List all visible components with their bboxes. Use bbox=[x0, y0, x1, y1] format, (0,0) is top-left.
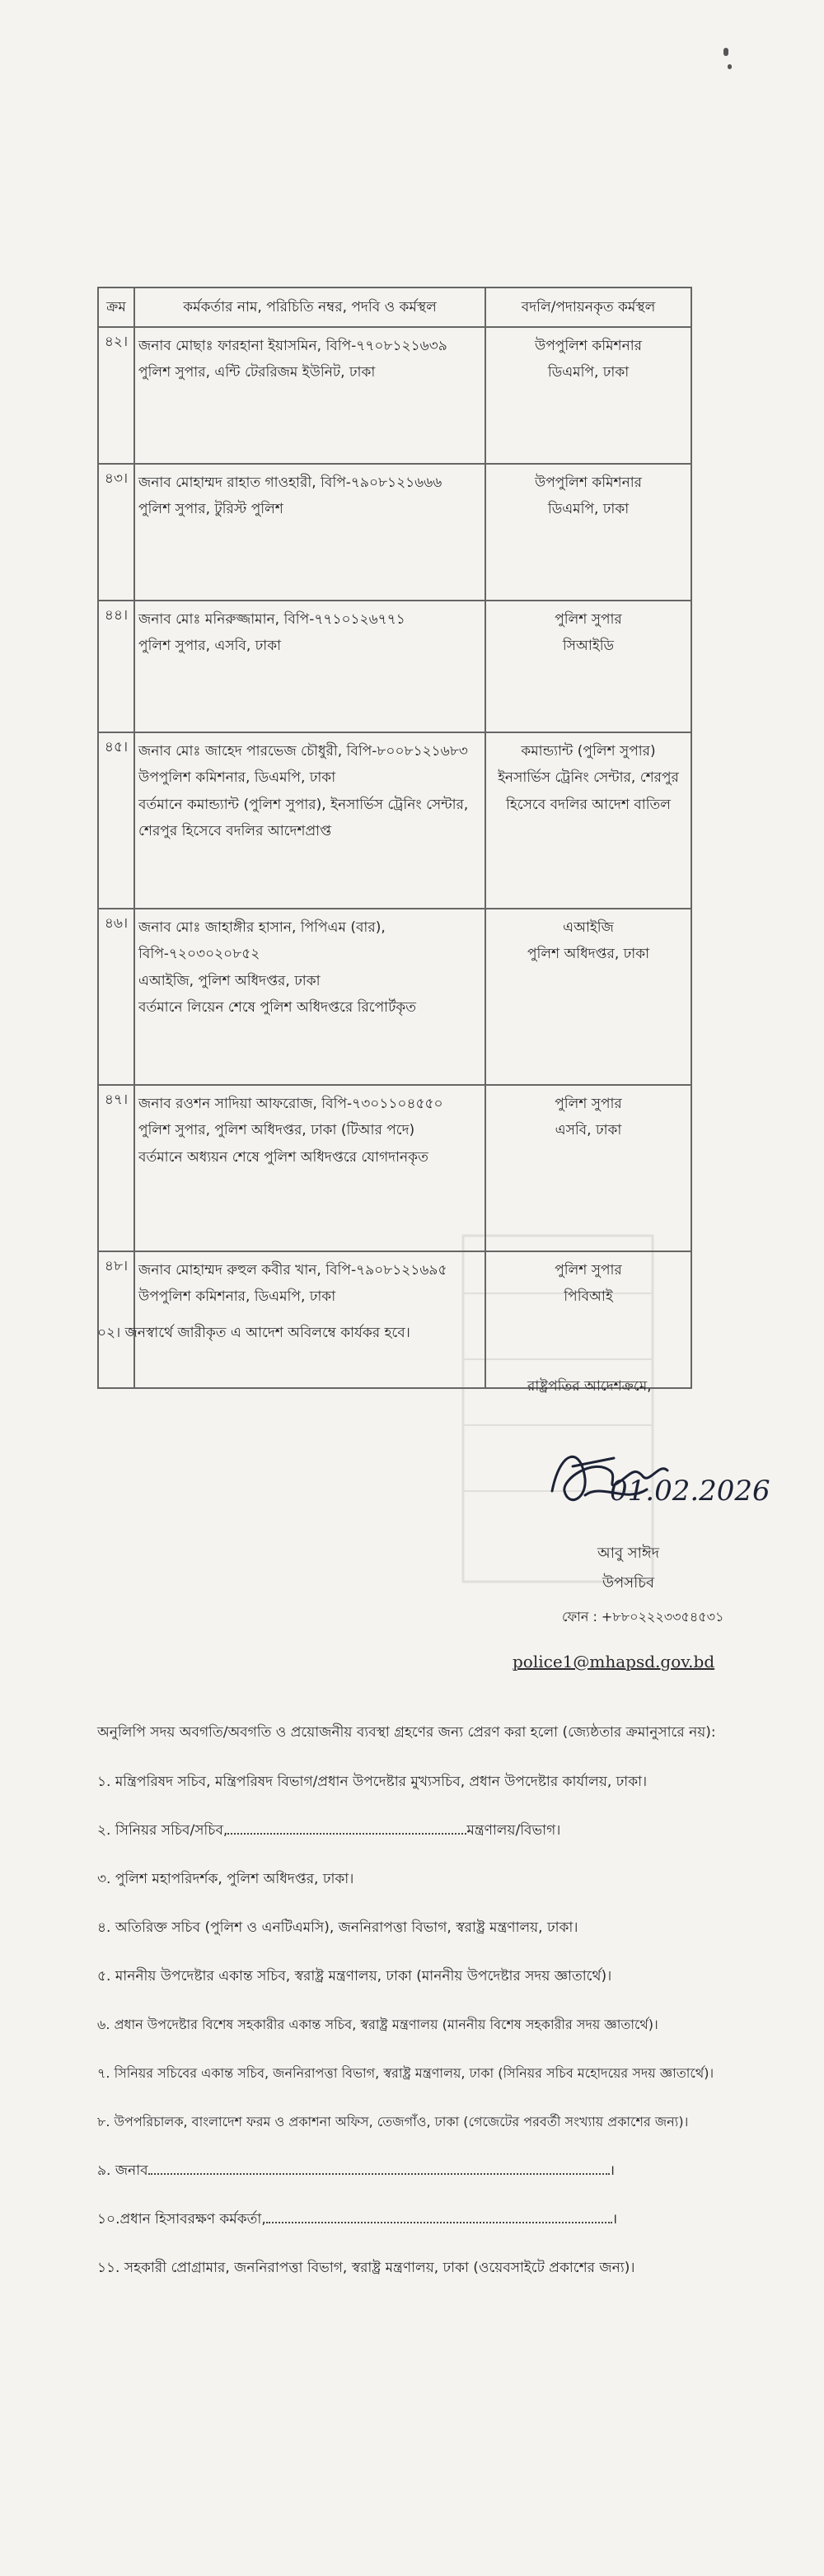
list-item: ৩. পুলিশ মহাপরিদর্শক, পুলিশ অধিদপ্তর, ঢাকা। bbox=[97, 1871, 354, 1887]
officer-details bbox=[134, 601, 485, 732]
order-line: রাষ্ট্রপতির আদেশক্রমে, bbox=[527, 1378, 652, 1395]
officer-line: জনাব রওশন সাদিয়া আফরোজ, বিপি-৭৩০১১০৪৫৫০ bbox=[138, 1096, 443, 1112]
posting-line: কমান্ড্যান্ট (পুলিশ সুপার) bbox=[521, 743, 656, 760]
new-posting bbox=[485, 909, 691, 1085]
list-item: ৪. অতিরিক্ত সচিব (পুলিশ ও এনটিএমসি), জননিরাপত্তা বিভাগ, স্বরাষ্ট্র মন্ত্রণালয়, ঢাকা। bbox=[97, 1919, 578, 1936]
list-item: ৮. উপপরিচালক, বাংলাদেশ ফরম ও প্রকাশনা অফিস, তেজগাঁও, ঢাকা (গেজেটের পরবর্তী সংখ্যায় প্রকাশের জন্য)। bbox=[97, 2114, 689, 2130]
effective-clause: ০২। জনস্বার্থে জারীকৃত এ আদেশ অবিলম্বে কার্যকর হবে। bbox=[97, 1325, 410, 1341]
table-row bbox=[98, 1085, 691, 1251]
cc-item-text: ২. সিনিয়র সচিব/সচিব, bbox=[97, 1822, 228, 1839]
officer-line: জনাব মোঃ জাহেদ পারভেজ চৌধুরী, বিপি-৮০০৮১২১৬৮৩ bbox=[138, 743, 468, 760]
officer-line: বর্তমানে অধ্যয়ন শেষে পুলিশ অধিদপ্তরে যোগদানকৃত bbox=[138, 1148, 428, 1166]
officer-line: বর্তমানে লিয়েন শেষে পুলিশ অধিদপ্তরে রিপোর্টকৃত bbox=[138, 998, 417, 1016]
row-serial: ৪৩। bbox=[98, 464, 134, 601]
row-serial: ৪৬। bbox=[98, 909, 134, 1085]
table-row bbox=[98, 601, 691, 732]
officer-line: জনাব মোহাম্মদ রাহাত গাওহারী, বিপি-৭৯০৮১২১৬৬৬ bbox=[138, 475, 442, 491]
row-serial: ৪৭। bbox=[98, 1085, 134, 1251]
signer-designation: উপসচিব bbox=[602, 1574, 655, 1592]
transfer-table bbox=[97, 287, 692, 1389]
table-header-row bbox=[98, 288, 691, 327]
row-serial: ৪৫। bbox=[98, 732, 134, 909]
officer-details bbox=[134, 909, 485, 1085]
list-item: ১১. সহকারী প্রোগ্রামার, জননিরাপত্তা বিভাগ, স্বরাষ্ট্র মন্ত্রণালয়, ঢাকা (ওয়েবসাইটে প্রকাশের জন্য)। bbox=[97, 2260, 635, 2276]
table-row bbox=[98, 327, 691, 464]
list-item: ১. মন্ত্রিপরিষদ সচিব, মন্ত্রিপরিষদ বিভাগ/প্রধান উপদেষ্টার মুখ্যসচিব, প্রধান উপদেষ্টার কার্যালয়, ঢাকা। bbox=[97, 1774, 648, 1790]
copy-list bbox=[97, 1771, 806, 2306]
new-posting bbox=[485, 1085, 691, 1251]
posting-line: উপপুলিশ কমিশনার bbox=[535, 475, 642, 491]
list-item: ৫. মাননীয় উপদেষ্টার একান্ত সচিব, স্বরাষ্ট্র মন্ত্রণালয়, ঢাকা (মাননীয় উপদেষ্টার সদয় জ্ঞাতার্থে)। bbox=[97, 1968, 612, 1985]
cc-item-suffix: মন্ত্রণালয়/বিভাগ। bbox=[466, 1822, 561, 1839]
list-item bbox=[97, 2209, 806, 2257]
posting-line: এসবি, ঢাকা bbox=[555, 1122, 622, 1139]
officer-line: পুলিশ সুপার, এসবি, ঢাকা bbox=[138, 638, 282, 655]
list-item bbox=[97, 1820, 806, 1868]
officer-details bbox=[134, 327, 485, 464]
officer-line: পুলিশ সুপার, টুরিস্ট পুলিশ bbox=[138, 501, 283, 518]
copy-intro: অনুলিপি সদয় অবগতি/অবগতি ও প্রয়োজনীয় ব্যবস্থা গ্রহণের জন্য প্রেরণ করা হলো (জ্যেষ্ঠতার ক্রমানুসারে নয়): bbox=[97, 1724, 716, 1741]
posting-line: ডিএমপি, ঢাকা bbox=[547, 501, 630, 518]
posting-line: পিবিআই bbox=[564, 1288, 613, 1306]
new-posting bbox=[485, 601, 691, 732]
blank-line bbox=[148, 2162, 610, 2175]
officer-line: জনাব মোঃ জাহাঙ্গীর হাসান, পিপিএম (বার), বিপি-৭২০৩০২০৮৫২ bbox=[138, 919, 386, 963]
posting-line: ইনসার্ভিস ট্রেনিং সেন্টার, শেরপুর bbox=[498, 769, 679, 787]
posting-line: পুলিশ সুপার bbox=[555, 611, 622, 628]
cc-item-end: । bbox=[609, 2162, 616, 2179]
phone-number: ফোন : +৮৮০২২২৩৩৫৪৫৩১ bbox=[562, 1609, 724, 1625]
email-address[interactable]: police1@mhapsd.gov.bd bbox=[513, 1652, 715, 1671]
cc-item-text: ৯. জনাব bbox=[97, 2162, 148, 2179]
posting-line: উপপুলিশ কমিশনার bbox=[535, 338, 642, 354]
row-serial: ৪২। bbox=[98, 327, 134, 464]
signer-block bbox=[597, 1539, 659, 1598]
officer-line: এআইজি, পুলিশ অধিদপ্তর, ঢাকা bbox=[138, 972, 321, 989]
list-item bbox=[97, 2160, 806, 2209]
blank-line bbox=[227, 1821, 466, 1835]
signature-date: 01.02.2026 bbox=[610, 1475, 770, 1508]
posting-line: হিসেবে বদলির আদেশ বাতিল bbox=[506, 796, 671, 813]
table-row bbox=[98, 909, 691, 1085]
header-posting: বদলি/পদায়নকৃত কর্মস্থল bbox=[485, 288, 691, 327]
row-serial: ৪৮। bbox=[98, 1251, 134, 1388]
table-row bbox=[98, 464, 691, 601]
header-serial: ক্রম bbox=[98, 288, 134, 327]
new-posting bbox=[485, 732, 691, 909]
table-row bbox=[98, 732, 691, 909]
officer-line: উপপুলিশ কমিশনার, ডিএমপি, ঢাকা bbox=[138, 1288, 336, 1306]
officer-line: শেরপুর হিসেবে বদলির আদেশপ্রাপ্ত bbox=[138, 822, 332, 839]
posting-line: এআইজি bbox=[563, 919, 614, 936]
posting-line: পুলিশ সুপার bbox=[555, 1262, 622, 1279]
list-item: ৬. প্রধান উপদেষ্টার বিশেষ সহকারীর একান্ত সচিব, স্বরাষ্ট্র মন্ত্রণালয় (মাননীয় বিশেষ সহকারীর সদয় জ্ঞাতার্থে)। bbox=[97, 2017, 658, 2032]
cc-item-end: । bbox=[611, 2211, 618, 2228]
officer-line: পুলিশ সুপার, পুলিশ অধিদপ্তর, ঢাকা (টিআর পদে) bbox=[138, 1122, 415, 1139]
table-row bbox=[98, 1251, 691, 1388]
officer-line: বর্তমানে কমান্ড্যান্ট (পুলিশ সুপার), ইনসার্ভিস ট্রেনিং সেন্টার, bbox=[138, 796, 469, 813]
posting-line: সিআইডি bbox=[562, 638, 615, 655]
signer-name: আবু সাঈদ bbox=[597, 1545, 660, 1562]
header-officer: কর্মকর্তার নাম, পরিচিতি নম্বর, পদবি ও কর্মস্থল bbox=[134, 288, 485, 327]
new-posting bbox=[485, 464, 691, 601]
officer-line: জনাব মোঃ মনিরুজ্জামান, বিপি-৭৭১০১২৬৭৭১ bbox=[138, 611, 405, 628]
new-posting bbox=[485, 1251, 691, 1388]
officer-line: জনাব মোছাঃ ফারহানা ইয়াসমিন, বিপি-৭৭০৮১২১৬৩৯ bbox=[138, 338, 447, 354]
officer-line: পুলিশ সুপার, এন্টি টেররিজম ইউনিট, ঢাকা bbox=[138, 364, 376, 381]
officer-details bbox=[134, 732, 485, 909]
new-posting bbox=[485, 327, 691, 464]
officer-line: উপপুলিশ কমিশনার, ডিএমপি, ঢাকা bbox=[138, 769, 336, 787]
posting-line: পুলিশ সুপার bbox=[555, 1096, 622, 1112]
officer-details bbox=[134, 464, 485, 601]
row-serial: ৪৪। bbox=[98, 601, 134, 732]
list-item: ৭. সিনিয়র সচিবের একান্ত সচিব, জননিরাপত্তা বিভাগ, স্বরাষ্ট্র মন্ত্রণালয়, ঢাকা (সিনিয়র সচিব মহোদয়ের সদয় জ্ঞাতার্থে)। bbox=[97, 2065, 714, 2081]
cc-item-text: ১০.প্রধান হিসাবরক্ষণ কর্মকর্তা, bbox=[97, 2211, 266, 2228]
posting-line: ডিএমপি, ঢাকা bbox=[547, 364, 630, 381]
officer-details bbox=[134, 1251, 485, 1388]
officer-details bbox=[134, 1085, 485, 1251]
posting-line: পুলিশ অধিদপ্তর, ঢাকা bbox=[527, 946, 650, 963]
blank-line bbox=[266, 2210, 612, 2223]
officer-line: জনাব মোহাম্মদ রুহুল কবীর খান, বিপি-৭৯০৮১২১৬৯৫ bbox=[138, 1262, 447, 1279]
